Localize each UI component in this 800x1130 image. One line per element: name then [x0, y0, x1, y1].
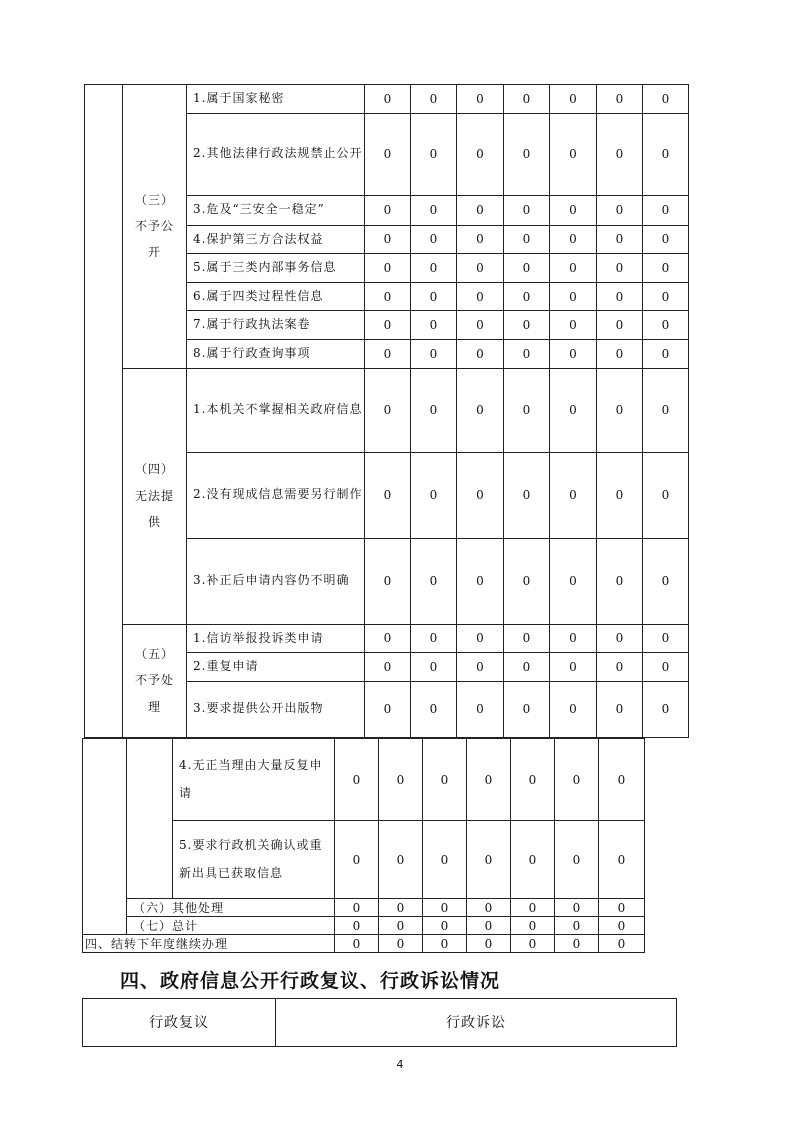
- value-cell: 0: [643, 225, 689, 254]
- value-cell: 0: [411, 339, 457, 368]
- value-cell: 0: [643, 339, 689, 368]
- value-cell: 0: [411, 653, 457, 682]
- row-label: 7.属于行政执法案卷: [187, 311, 365, 340]
- value-cell: 0: [597, 339, 643, 368]
- value-cell: 0: [423, 899, 467, 917]
- row-label: 1.属于国家秘密: [187, 85, 365, 114]
- application-handling-table-part1: [84, 84, 689, 738]
- row-label: 3.危及“三安全一稳定”: [187, 195, 365, 225]
- value-cell: 0: [550, 282, 597, 311]
- value-cell: 0: [643, 538, 689, 624]
- row-label: 2.没有现成信息需要另行制作: [187, 452, 365, 538]
- table-row: [83, 917, 645, 935]
- value-cell: 0: [365, 311, 411, 340]
- value-cell: 0: [365, 368, 411, 452]
- category-label-group4: （四） 无法提 供: [123, 368, 187, 624]
- value-cell: 0: [504, 311, 550, 340]
- value-cell: 0: [597, 225, 643, 254]
- value-cell: 0: [467, 821, 511, 899]
- application-handling-table-part2: [82, 738, 645, 953]
- value-cell: 0: [457, 254, 504, 283]
- value-cell: 0: [550, 538, 597, 624]
- value-cell: 0: [597, 368, 643, 452]
- category-label-group5: （五） 不予处 理: [123, 624, 187, 737]
- value-cell: 0: [467, 917, 511, 935]
- value-cell: 0: [643, 624, 689, 653]
- value-cell: 0: [457, 339, 504, 368]
- value-cell: 0: [597, 538, 643, 624]
- value-cell: 0: [457, 624, 504, 653]
- page-number: 4: [396, 1058, 404, 1071]
- value-cell: 0: [643, 195, 689, 225]
- row-label: 6.属于四类过程性信息: [187, 282, 365, 311]
- value-cell: 0: [457, 113, 504, 195]
- section-three-cell: [85, 85, 123, 738]
- table-row: [85, 624, 689, 653]
- value-cell: 0: [511, 935, 555, 953]
- row-label: 8.属于行政查询事项: [187, 339, 365, 368]
- value-cell: 0: [504, 681, 550, 737]
- value-cell: 0: [643, 452, 689, 538]
- value-cell: 0: [643, 85, 689, 114]
- value-cell: 0: [335, 899, 379, 917]
- value-cell: 0: [550, 195, 597, 225]
- value-cell: 0: [379, 821, 423, 899]
- value-cell: 0: [411, 368, 457, 452]
- value-cell: 0: [379, 739, 423, 821]
- value-cell: 0: [599, 821, 645, 899]
- value-cell: 0: [550, 254, 597, 283]
- value-cell: 0: [457, 311, 504, 340]
- value-cell: 0: [555, 821, 599, 899]
- value-cell: 0: [467, 739, 511, 821]
- value-cell: 0: [511, 899, 555, 917]
- total-label: （七）总计: [127, 917, 335, 935]
- category-five-cell-continued: [127, 739, 173, 899]
- table-row: [83, 935, 645, 953]
- value-cell: 0: [504, 113, 550, 195]
- value-cell: 0: [643, 113, 689, 195]
- value-cell: 0: [550, 113, 597, 195]
- value-cell: 0: [555, 935, 599, 953]
- value-cell: 0: [597, 85, 643, 114]
- value-cell: 0: [643, 254, 689, 283]
- value-cell: 0: [511, 821, 555, 899]
- value-cell: 0: [335, 917, 379, 935]
- value-cell: 0: [379, 899, 423, 917]
- value-cell: 0: [467, 935, 511, 953]
- value-cell: 0: [504, 368, 550, 452]
- row-label: 5.要求行政机关确认或重新出具已获取信息: [173, 821, 335, 899]
- value-cell: 0: [504, 538, 550, 624]
- value-cell: 0: [504, 624, 550, 653]
- value-cell: 0: [335, 739, 379, 821]
- value-cell: 0: [597, 681, 643, 737]
- section-heading: 四、政府信息公开行政复议、行政诉讼情况: [120, 970, 501, 992]
- value-cell: 0: [504, 653, 550, 682]
- row-label: 5.属于三类内部事务信息: [187, 254, 365, 283]
- value-cell: 0: [335, 821, 379, 899]
- value-cell: 0: [643, 681, 689, 737]
- value-cell: 0: [411, 282, 457, 311]
- value-cell: 0: [365, 113, 411, 195]
- value-cell: 0: [411, 624, 457, 653]
- value-cell: 0: [457, 225, 504, 254]
- value-cell: 0: [457, 195, 504, 225]
- value-cell: 0: [550, 624, 597, 653]
- value-cell: 0: [365, 282, 411, 311]
- value-cell: 0: [411, 195, 457, 225]
- value-cell: 0: [457, 653, 504, 682]
- value-cell: 0: [365, 452, 411, 538]
- row-label: 2.重复申请: [187, 653, 365, 682]
- value-cell: 0: [365, 254, 411, 283]
- value-cell: 0: [643, 311, 689, 340]
- table-row: [83, 899, 645, 917]
- value-cell: 0: [643, 368, 689, 452]
- row-label: 1.信访举报投诉类申请: [187, 624, 365, 653]
- row-label: 3.要求提供公开出版物: [187, 681, 365, 737]
- value-cell: 0: [599, 935, 645, 953]
- header-administrative-review: 行政复议: [83, 999, 276, 1047]
- value-cell: 0: [411, 452, 457, 538]
- value-cell: 0: [411, 113, 457, 195]
- value-cell: 0: [365, 681, 411, 737]
- value-cell: 0: [550, 339, 597, 368]
- row-label: 4.保护第三方合法权益: [187, 225, 365, 254]
- value-cell: 0: [457, 282, 504, 311]
- value-cell: 0: [550, 452, 597, 538]
- value-cell: 0: [504, 282, 550, 311]
- value-cell: 0: [511, 739, 555, 821]
- row-label: 4.无正当理由大量反复申请: [173, 739, 335, 821]
- value-cell: 0: [550, 85, 597, 114]
- value-cell: 0: [597, 624, 643, 653]
- value-cell: 0: [597, 452, 643, 538]
- value-cell: 0: [411, 225, 457, 254]
- value-cell: 0: [411, 254, 457, 283]
- table-row: [85, 85, 689, 114]
- value-cell: 0: [467, 899, 511, 917]
- value-cell: 0: [365, 225, 411, 254]
- value-cell: 0: [597, 653, 643, 682]
- value-cell: 0: [365, 85, 411, 114]
- value-cell: 0: [599, 899, 645, 917]
- value-cell: 0: [379, 935, 423, 953]
- value-cell: 0: [643, 282, 689, 311]
- value-cell: 0: [597, 282, 643, 311]
- value-cell: 0: [423, 917, 467, 935]
- value-cell: 0: [365, 624, 411, 653]
- value-cell: 0: [379, 917, 423, 935]
- value-cell: 0: [555, 917, 599, 935]
- value-cell: 0: [411, 681, 457, 737]
- value-cell: 0: [411, 538, 457, 624]
- value-cell: 0: [411, 85, 457, 114]
- value-cell: 0: [365, 195, 411, 225]
- value-cell: 0: [550, 681, 597, 737]
- other-label: （六）其他处理: [127, 899, 335, 917]
- category-label-group3: （三） 不予公 开: [123, 85, 187, 369]
- value-cell: 0: [423, 821, 467, 899]
- value-cell: 0: [555, 899, 599, 917]
- value-cell: 0: [365, 538, 411, 624]
- section-three-cell-continued: [83, 739, 127, 935]
- row-label: 3.补正后申请内容仍不明确: [187, 538, 365, 624]
- value-cell: 0: [511, 917, 555, 935]
- value-cell: 0: [457, 681, 504, 737]
- value-cell: 0: [365, 339, 411, 368]
- header-administrative-litigation: 行政诉讼: [276, 999, 677, 1047]
- value-cell: 0: [504, 452, 550, 538]
- value-cell: 0: [555, 739, 599, 821]
- review-litigation-table: [82, 998, 677, 1047]
- value-cell: 0: [457, 538, 504, 624]
- value-cell: 0: [504, 195, 550, 225]
- value-cell: 0: [643, 653, 689, 682]
- value-cell: 0: [457, 85, 504, 114]
- carry-over-label: 四、结转下年度继续办理: [83, 935, 335, 953]
- table-row: [85, 368, 689, 452]
- value-cell: 0: [423, 935, 467, 953]
- value-cell: 0: [335, 935, 379, 953]
- value-cell: 0: [550, 311, 597, 340]
- value-cell: 0: [550, 653, 597, 682]
- value-cell: 0: [423, 739, 467, 821]
- row-label: 1.本机关不掌握相关政府信息: [187, 368, 365, 452]
- value-cell: 0: [504, 339, 550, 368]
- value-cell: 0: [599, 917, 645, 935]
- value-cell: 0: [597, 311, 643, 340]
- value-cell: 0: [599, 739, 645, 821]
- value-cell: 0: [550, 368, 597, 452]
- value-cell: 0: [504, 225, 550, 254]
- value-cell: 0: [365, 653, 411, 682]
- value-cell: 0: [457, 368, 504, 452]
- value-cell: 0: [457, 452, 504, 538]
- value-cell: 0: [504, 85, 550, 114]
- value-cell: 0: [597, 195, 643, 225]
- table-row: [83, 739, 645, 821]
- value-cell: 0: [597, 113, 643, 195]
- value-cell: 0: [597, 254, 643, 283]
- value-cell: 0: [550, 225, 597, 254]
- value-cell: 0: [504, 254, 550, 283]
- value-cell: 0: [411, 311, 457, 340]
- row-label: 2.其他法律行政法规禁止公开: [187, 113, 365, 195]
